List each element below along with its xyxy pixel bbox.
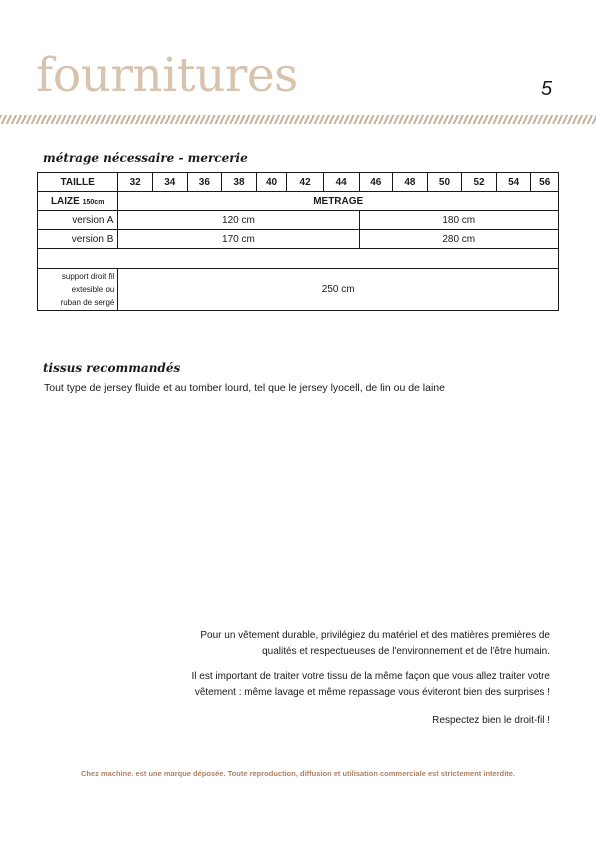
- empty-cell: [38, 249, 559, 269]
- support-label-line: support droit fil: [61, 272, 115, 281]
- laize-label-cell: [38, 192, 118, 211]
- taille-label: TAILLE: [38, 173, 118, 192]
- advice-line: Pour un vêtement durable, privilégiez du matériel et des matières premières de: [200, 630, 550, 641]
- advice-line: Il est important de traiter votre tissu de la même façon que vous allez traiter votre: [191, 671, 550, 682]
- version-a-large-value: 180 cm: [359, 211, 559, 230]
- tissus-text: Tout type de jersey fluide et au tomber lourd, tel que le jersey lyocell, de lin ou de laine: [44, 382, 445, 394]
- support-label: [38, 269, 118, 311]
- metrage-heading: métrage nécessaire - mercerie: [43, 151, 248, 165]
- support-label-line: ruban de sergé: [60, 298, 115, 307]
- advice-paragraph-2: [192, 669, 551, 701]
- advice-paragraph-1: [200, 628, 550, 660]
- version-a-label: version A: [38, 211, 118, 230]
- size-cell: 42: [287, 173, 324, 192]
- advice-paragraph-3: Respectez bien le droit-fil !: [432, 715, 550, 726]
- tissus-heading: tissus recommandés: [43, 361, 181, 375]
- support-row: [38, 269, 559, 311]
- size-cell: 50: [427, 173, 462, 192]
- size-cell: 34: [152, 173, 187, 192]
- size-cell: 54: [496, 173, 531, 192]
- support-value: 250 cm: [118, 269, 559, 311]
- laize-unit: 150cm: [82, 198, 105, 206]
- version-b-label: version B: [38, 230, 118, 249]
- size-cell: 52: [462, 173, 497, 192]
- metrage-table: [37, 172, 559, 311]
- page-number: 5: [541, 78, 553, 100]
- size-cell: 40: [256, 173, 287, 192]
- advice-line: qualités et respectueuses de l'environnement et de l'être humain.: [262, 646, 550, 657]
- version-b-large-value: 280 cm: [359, 230, 559, 249]
- size-cell: 36: [187, 173, 222, 192]
- metrage-label: METRAGE: [118, 192, 559, 211]
- size-cell: 48: [393, 173, 428, 192]
- table-row: [38, 211, 559, 230]
- size-cell: 56: [531, 173, 559, 192]
- size-cell: 32: [118, 173, 153, 192]
- laize-row: [38, 192, 559, 211]
- footer-copyright: Chez machine. est une marque déposée. Toute reproduction, diffusion et utilisation commerciale est strictement interdite.: [80, 769, 516, 778]
- support-label-line: extesible ou: [71, 285, 115, 294]
- version-a-small-value: 120 cm: [118, 211, 359, 230]
- advice-line: vêtement : même lavage et même repassage vous éviteront bien des surprises !: [194, 687, 550, 698]
- size-cell: 44: [323, 173, 359, 192]
- laize-label: LAIZE: [50, 195, 80, 207]
- size-header-row: [38, 173, 559, 192]
- page-title: fournitures: [36, 48, 298, 103]
- size-cell: 38: [222, 173, 257, 192]
- decorative-hatch-divider: [0, 115, 596, 124]
- version-b-small-value: 170 cm: [118, 230, 359, 249]
- empty-row: [38, 249, 559, 269]
- size-cell: 46: [359, 173, 393, 192]
- table-row: [38, 230, 559, 249]
